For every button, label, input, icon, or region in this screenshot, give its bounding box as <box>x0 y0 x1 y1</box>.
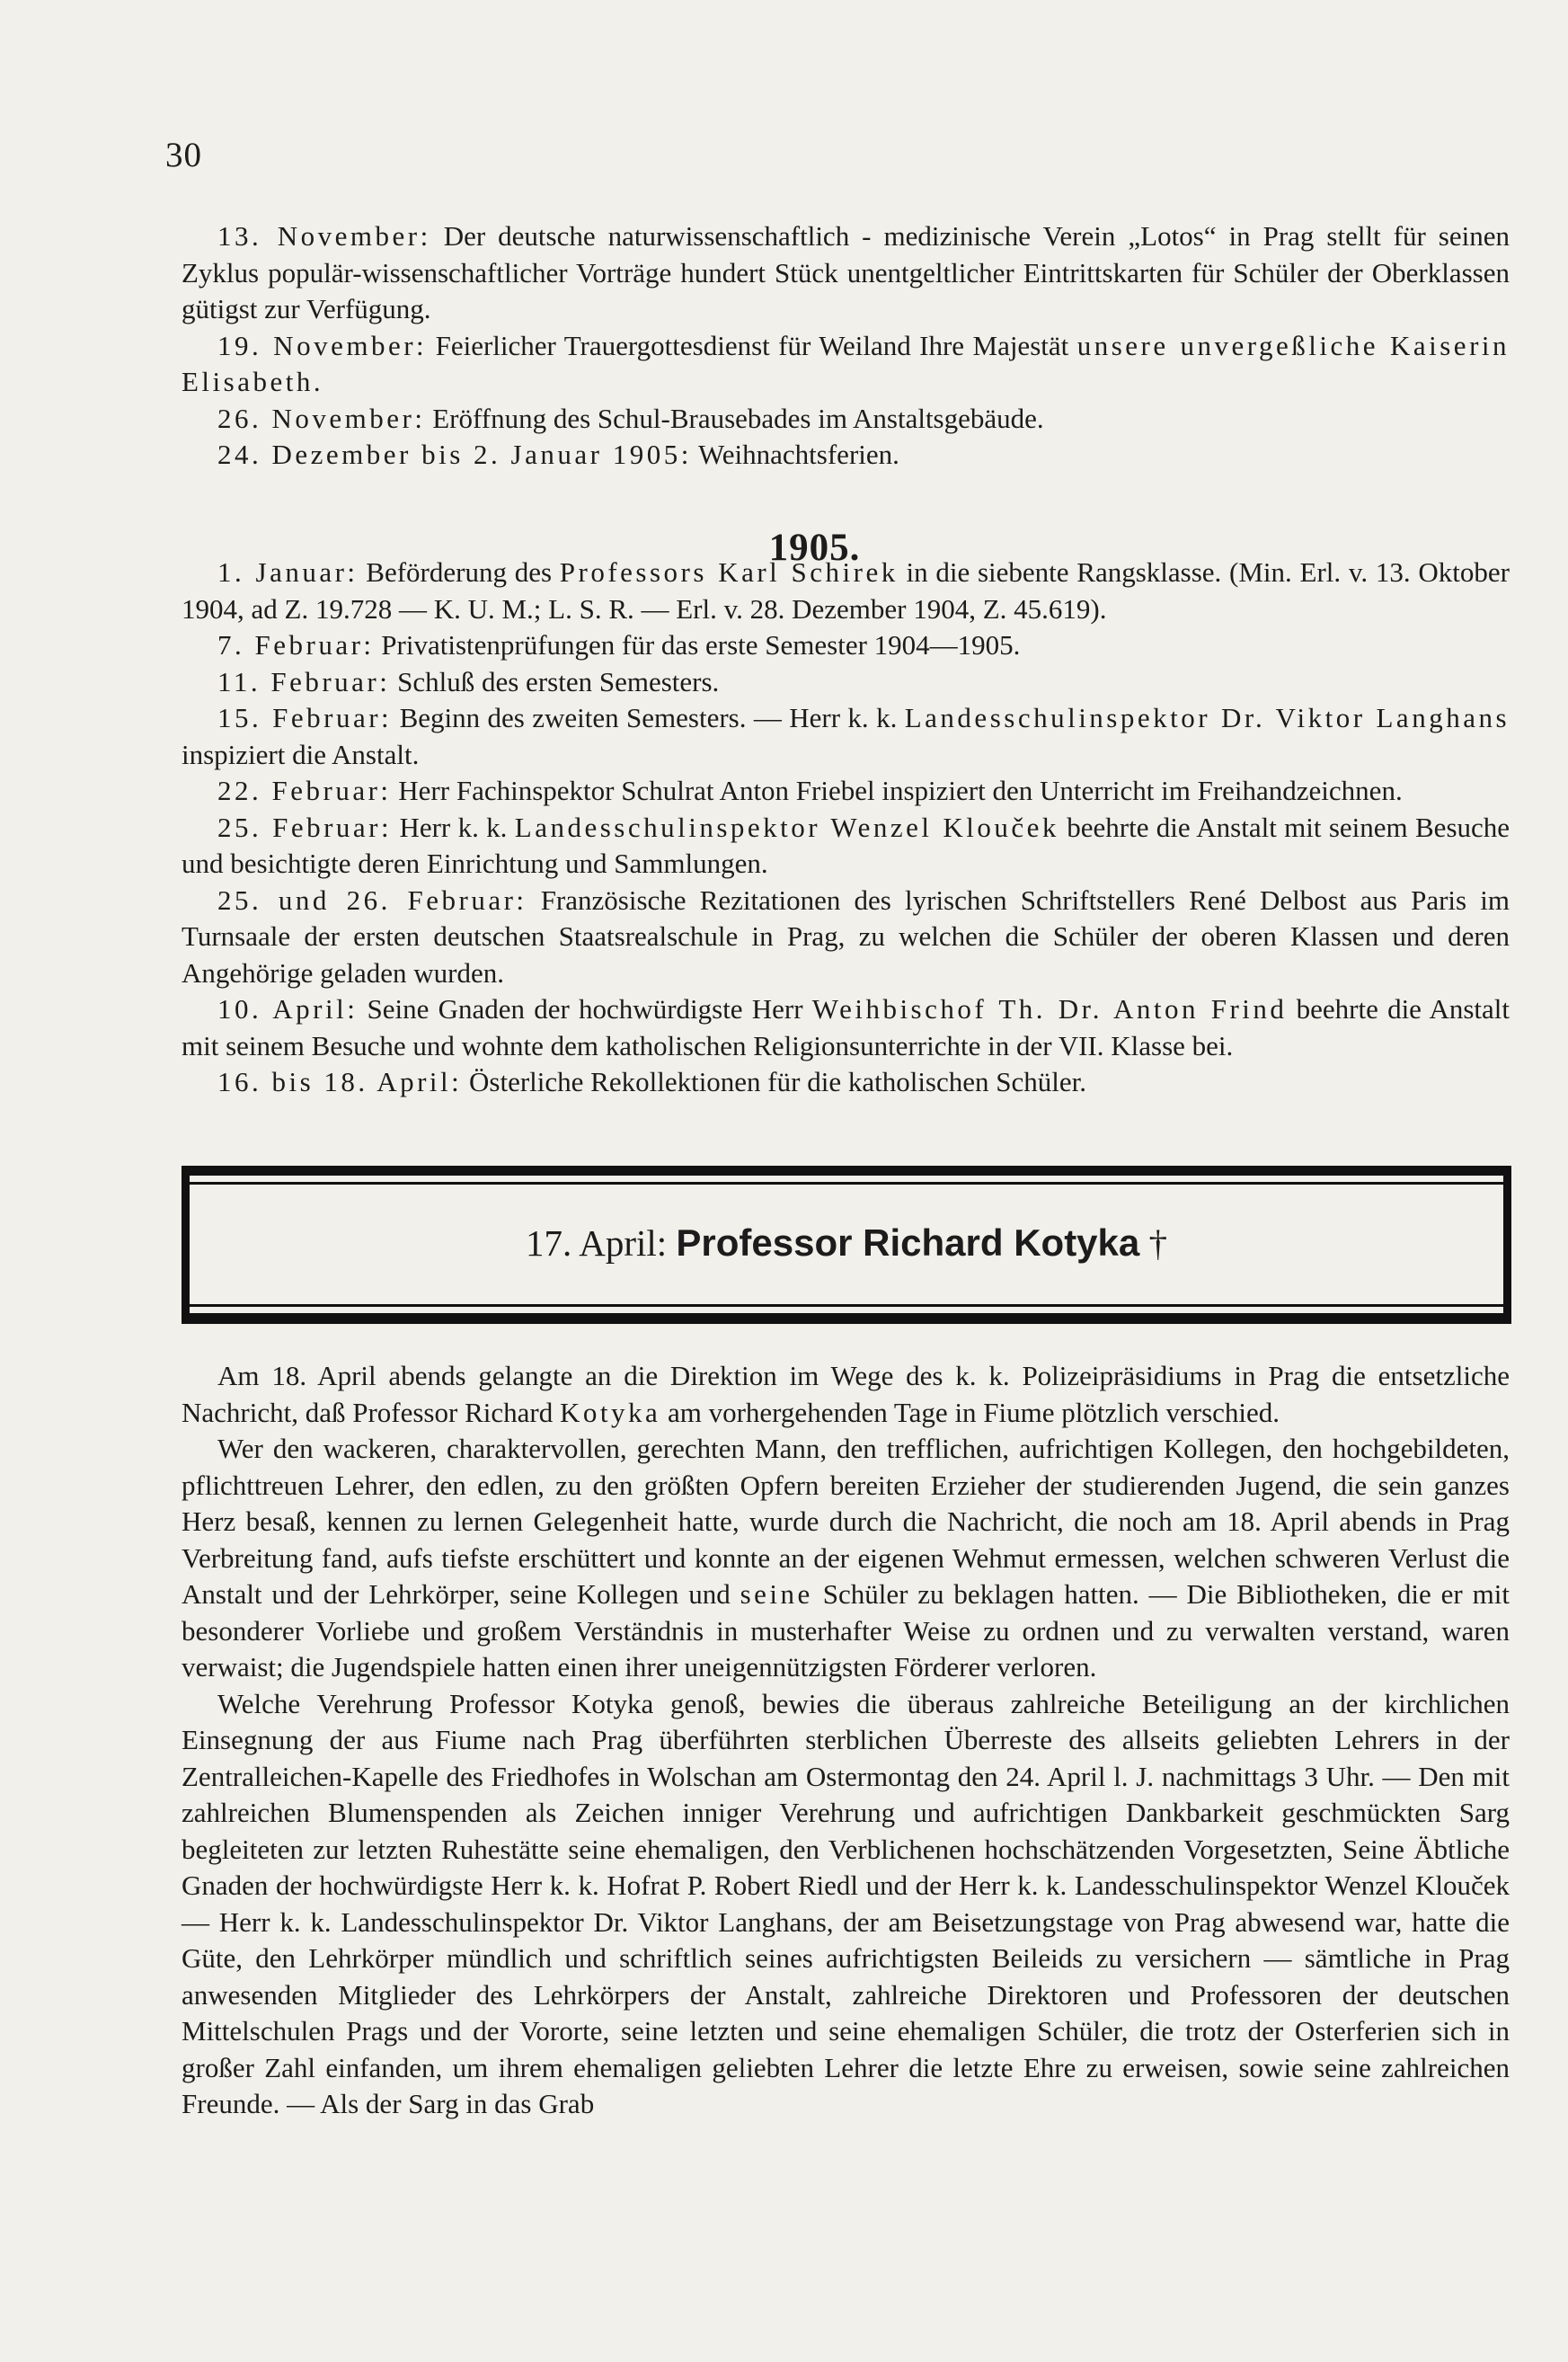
entry-text: Beginn des zweiten Semesters. — Herr k. k. <box>399 702 898 733</box>
entry-15-februar <box>182 700 1510 773</box>
entry-text: Privatistenprüfungen für das erste Semester 1904—1905. <box>381 629 1021 661</box>
entry-text: in die siebente Rangsklasse. (Min. Erl. v. 13. Oktober 1904, ad Z. 19.728 — K. U. M.; L. S. R. — Erl. v. 28. Dezember 1904, Z. 45.619). <box>182 556 1510 625</box>
entry-date: 26. November: <box>217 402 426 434</box>
paragraph-text: Wer den wackeren, charaktervollen, gerechten Mann, den trefflichen, aufrichtigen Kollegen, den hochgebildeten, pflichttreuen Lehrer, den edlen, zu den größten Opfern bereiten Erzieher der studierenden Jugend, die sein ganzes Herz besaß, kennen zu lernen Gelegenheit hatte, wurde durch die Nachricht, die noch am 18. April abends in Prag Verbreitung fand, aufs tiefste erschüttert und konnte an der eigenen Wehmut ermessen, welchen schweren Verlust die Anstalt und der Lehrkörper, seine Kollegen und <box>182 1433 1510 1610</box>
entry-text: Schluß des ersten Semesters. <box>397 665 720 697</box>
entry-text: Herr k. k. <box>399 811 508 843</box>
entry-date: 25. und 26. Februar: <box>217 884 527 916</box>
entry-date: 13. November: <box>217 220 431 252</box>
page-number: 30 <box>165 136 202 174</box>
cross-icon: † <box>1148 1222 1168 1264</box>
entry-text-spaced: Professors Karl Schirek <box>559 556 899 588</box>
entry-22-februar <box>182 773 1510 810</box>
paragraph-text-spaced: Kotyka <box>559 1396 661 1428</box>
obituary-paragraph <box>182 1431 1510 1686</box>
entry-text-spaced: Landesschulinspektor Wenzel Klouček <box>514 811 1059 843</box>
mourning-rule-top <box>190 1182 1503 1185</box>
entry-7-februar <box>182 627 1510 664</box>
entry-11-februar <box>182 664 1510 701</box>
entry-date: 15. Februar: <box>217 702 393 733</box>
entry-text: Der deutsche naturwissenschaftlich - medizinische Verein „Lotos“ in Prag stellt für seinen Zyklus populär-wissenschaftlicher Vorträge hundert Stück unentgeltlicher Eintrittskarten für Schüler der Oberklassen gütigst zur Verfügung. <box>182 220 1510 324</box>
entry-10-april <box>182 991 1510 1064</box>
paragraph-text: Schüler zu beklagen hatten. — Die Bibliotheken, die er mit besonderer Vorliebe und großem Verständnis in musterhafter Weise zu ordnen und zu verwalten verstand, waren verwaist; die Jugendspiele hatten einen ihrer uneigennützigsten Förderer verloren. <box>182 1578 1510 1683</box>
entry-1-januar <box>182 555 1510 627</box>
entry-date: 22. Februar: <box>217 775 392 806</box>
entry-text-spaced: Landesschulinspektor Dr. Viktor Langhans <box>904 702 1510 733</box>
entry-text: Österliche Rekollektionen für die katholischen Schüler. <box>469 1066 1086 1097</box>
entry-16-18-april <box>182 1064 1510 1101</box>
entry-date: 7. Februar: <box>217 629 375 661</box>
entry-date: 25. Februar: <box>217 811 393 843</box>
year-heading: 1905. <box>768 527 861 569</box>
entry-13-november <box>182 218 1510 328</box>
entry-text-spaced: Weihbischof Th. Dr. Anton Frind <box>811 993 1288 1025</box>
entry-text-spaced: unsere unvergeßliche Kaiserin Elisabeth. <box>182 329 1510 397</box>
mourning-headline <box>190 1221 1503 1265</box>
obituary-paragraph <box>182 1358 1510 1431</box>
entry-text: Herr Fachinspektor Schulrat Anton Friebel inspiziert den Unterricht im Freihandzeichnen. <box>398 775 1403 806</box>
entry-date: 24. Dezember bis 2. Januar 1905: <box>217 439 692 470</box>
entry-date: 1. Januar: <box>217 556 359 588</box>
entry-date: 10. April: <box>217 993 359 1025</box>
paragraph-text: Am 18. April abends gelangte an die Direktion im Wege des k. k. Polizeipräsidiums in Prag die entsetzliche Nachricht, daß Professor Richard <box>182 1360 1510 1428</box>
entry-25-26-februar <box>182 883 1510 992</box>
entry-text: inspiziert die Anstalt. <box>182 738 420 770</box>
chronicle-1904 <box>182 218 1510 474</box>
obituary-paragraph: Welche Verehrung Professor Kotyka genoß, bewies die überaus zahlreiche Beteiligung an der kirchlichen Einsegnung der aus Fiume nach Prag überführten sterblichen Überreste des allseits geliebten Lehrers in der Zentralleichen-Kapelle des Friedhofes in Wolschan am Ostermontag den 24. April l. J. nachmittags 3 Uhr. — Den mit zahlreichen Blumenspenden als Zeichen inniger Verehrung und aufrichtigen Dankbarkeit geschmückten Sarg begleiteten zur letzten Ruhestätte seine ehemaligen, den Verblichenen hochschätzenden Vorgesetzten, Seine Äbtliche Gnaden der hochwürdigste Herr k. k. Hofrat P. Robert Riedl und der Herr k. k. Landesschulinspektor Wenzel Klouček — Herr k. k. Landesschulinspektor Dr. Viktor Langhans, der am Beisetzungstage von Prag abwesend war, hatte die Güte, den Lehrkörper mündlich und schriftlich seines aufrichtigsten Beileids zu versichern — sämtliche in Prag anwesenden Mitglieder des Lehrkörpers der Anstalt, zahlreiche Direktoren und Professoren der deutschen Mittelschulen Prags und der Vororte, seine letzten und seine ehemaligen Schüler, die trotz der Osterferien sich in großer Zahl einfanden, um ihrem ehemaligen geliebten Lehrer die letzte Ehre zu erweisen, sowie seine zahlreichen Freunde. — Als der Sarg in das Grab <box>182 1687 1510 2119</box>
entry-text: Weihnachtsferien. <box>698 439 899 470</box>
paragraph-text: am vorhergehenden Tage in Fiume plötzlich verschied. <box>667 1396 1280 1428</box>
entry-date: 16. bis 18. April: <box>217 1066 463 1097</box>
entry-text: Eröffnung des Schul-Brausebades im Anstaltsgebäude. <box>432 402 1044 434</box>
entry-text: Beförderung des <box>366 556 553 588</box>
mourning-date: 17. April: <box>525 1222 668 1264</box>
entry-19-november <box>182 328 1510 401</box>
entry-text: Französische Rezitationen des lyrischen Schriftstellers René Delbost aus Paris im Turnsaale der ersten deutschen Staatsrealschule in Prag, zu welchen die Schüler der oberen Klassen und deren Angehörige geladen wurden. <box>182 884 1510 989</box>
obituary <box>182 1358 1510 2123</box>
entry-text: Feierlicher Trauergottesdienst für Weiland Ihre Majestät <box>435 329 1069 361</box>
mourning-box <box>182 1166 1511 1324</box>
entry-text: beehrte die Anstalt mit seinem Besuche und besichtigte deren Einrichtung und Sammlungen. <box>182 811 1510 879</box>
entry-25-februar <box>182 810 1510 883</box>
mourning-name: Professor Richard Kotyka <box>676 1221 1140 1264</box>
entry-date: 11. Februar: <box>217 665 391 697</box>
entry-text: Seine Gnaden der hochwürdigste Herr <box>367 993 803 1025</box>
entry-24-dezember <box>182 437 1510 474</box>
mourning-rule-bottom <box>190 1304 1503 1307</box>
paragraph-text-spaced: seine <box>740 1578 813 1610</box>
chronicle-1905 <box>182 555 1510 1101</box>
entry-26-november <box>182 401 1510 438</box>
entry-date: 19. November: <box>217 329 428 361</box>
entry-text: beehrte die Anstalt mit seinem Besuche und wohnte dem katholischen Religionsunterrichte in der VII. Klasse bei. <box>182 993 1510 1061</box>
